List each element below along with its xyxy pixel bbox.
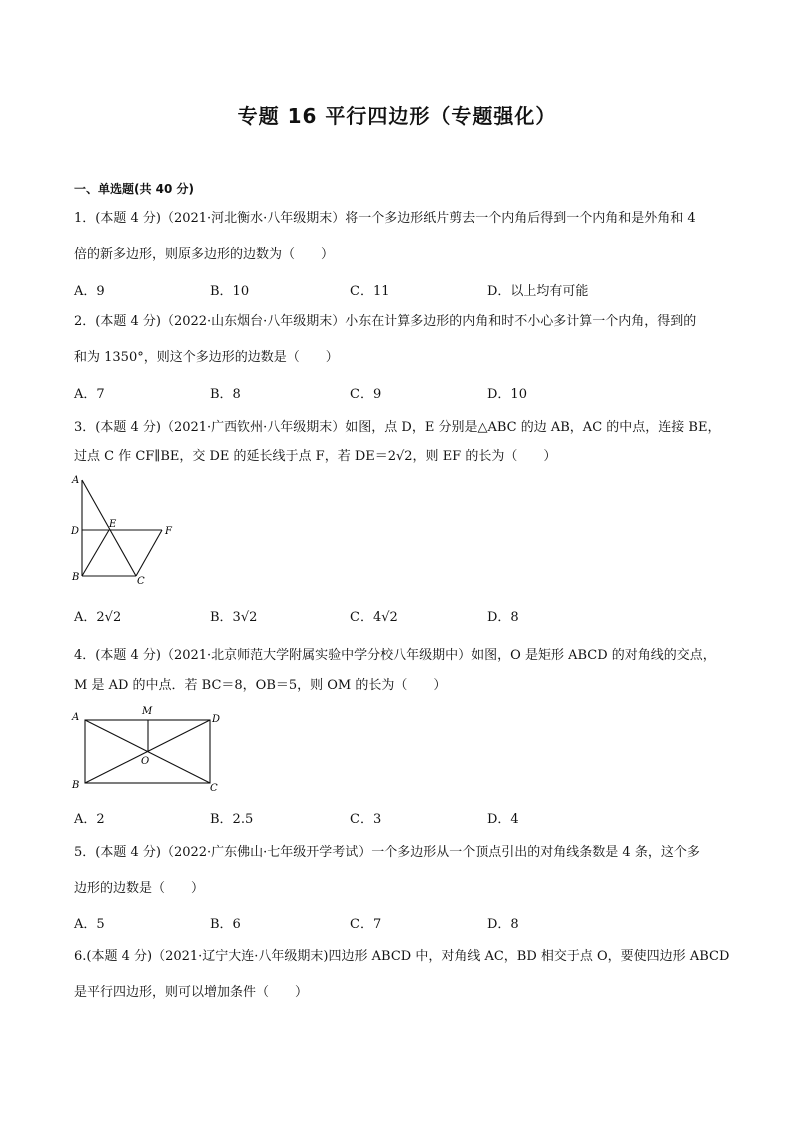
q5-line1: 5．(本题 4 分)（2022·广东佛山·七年级开学考试）一个多边形从一个顶点引出的对角线条数是 4 条，这个多 [74,845,700,860]
q4-option-c: C．3 [350,812,382,827]
q2-option-c: C．9 [350,387,382,402]
q3-option-c: C．4√2 [350,610,398,625]
q3-label-a: A [72,475,80,486]
q4-option-d: D．4 [487,812,519,827]
q4-label-a: A [72,712,80,723]
page-title: 专题 16 平行四边形（专题强化） [237,104,557,128]
q3-label-f: F [165,526,172,537]
q3-label-e: E [109,519,117,530]
q3-option-d: D．8 [487,610,519,625]
q5-line2: 边形的边数是（ ） [74,881,205,896]
q1-option-d: D．以上均有可能 [487,284,589,299]
q6-line2: 是平行四边形，则可以增加条件（ ） [74,985,309,1000]
q2-option-d: D．10 [487,387,527,402]
q2-option-a: A．7 [74,387,105,402]
q2-option-b: B．8 [210,387,241,402]
q4-line2: M 是 AD 的中点．若 BC＝8，OB＝5，则 OM 的长为（ ） [74,678,447,693]
q3-label-c: C [137,576,145,587]
q4-option-a: A．2 [74,812,105,827]
q4-line1: 4．(本题 4 分)（2021·北京师范大学附属实验中学分校八年级期中）如图，O 是矩形 ABCD 的对角线的交点， [74,648,716,663]
q3-label-b: B [72,572,80,583]
q4-label-o: O [141,756,150,767]
q4-option-b: B．2.5 [210,812,254,827]
q2-line2: 和为 1350°，则这个多边形的边数是（ ） [74,350,339,365]
q5-option-d: D．8 [487,917,519,932]
q2-line1: 2．(本题 4 分)（2022·山东烟台·八年级期末）小东在计算多边形的内角和时不小心多计算一个内角，得到的 [74,314,697,329]
q5-option-a: A．5 [74,917,105,932]
q4-label-b: B [72,780,80,791]
q1-option-b: B．10 [210,284,250,299]
q6-line1: 6.(本题 4 分)（2021·辽宁大连·八年级期末)四边形 ABCD 中，对角线 AC，BD 相交于点 O，要使四边形 ABCD [74,949,730,964]
q1-option-c: C．11 [350,284,390,299]
section-heading: 一、单选题(共 40 分) [74,182,195,196]
q4-label-d: D [212,714,221,725]
q4-figure-rectangle [66,702,232,794]
q4-label-m: M [142,706,153,717]
q3-figure-triangle [66,472,186,590]
q5-option-c: C．7 [350,917,382,932]
q1-line1: 1．(本题 4 分)（2021·河北衡水·八年级期末）将一个多边形纸片剪去一个内角后得到一个内角和是外角和 4 [74,211,696,226]
q3-option-a: A．2√2 [74,610,122,625]
q3-label-d: D [71,526,80,537]
q5-option-b: B．6 [210,917,241,932]
q3-option-b: B．3√2 [210,610,258,625]
q3-line2: 过点 C 作 CF∥BE，交 DE 的延长线于点 F，若 DE＝2√2，则 EF 的长为（ ） [74,449,557,464]
q4-label-c: C [210,783,218,794]
q1-line2: 倍的新多边形，则原多边形的边数为（ ） [74,247,335,262]
q4-figure-lines [85,720,210,783]
q3-line1: 3．(本题 4 分)（2021·广西钦州·八年级期末）如图，点 D，E 分别是△ABC 的边 AB，AC 的中点，连接 BE， [74,420,721,435]
q1-option-a: A．9 [74,284,105,299]
q3-figure-lines [82,480,162,576]
